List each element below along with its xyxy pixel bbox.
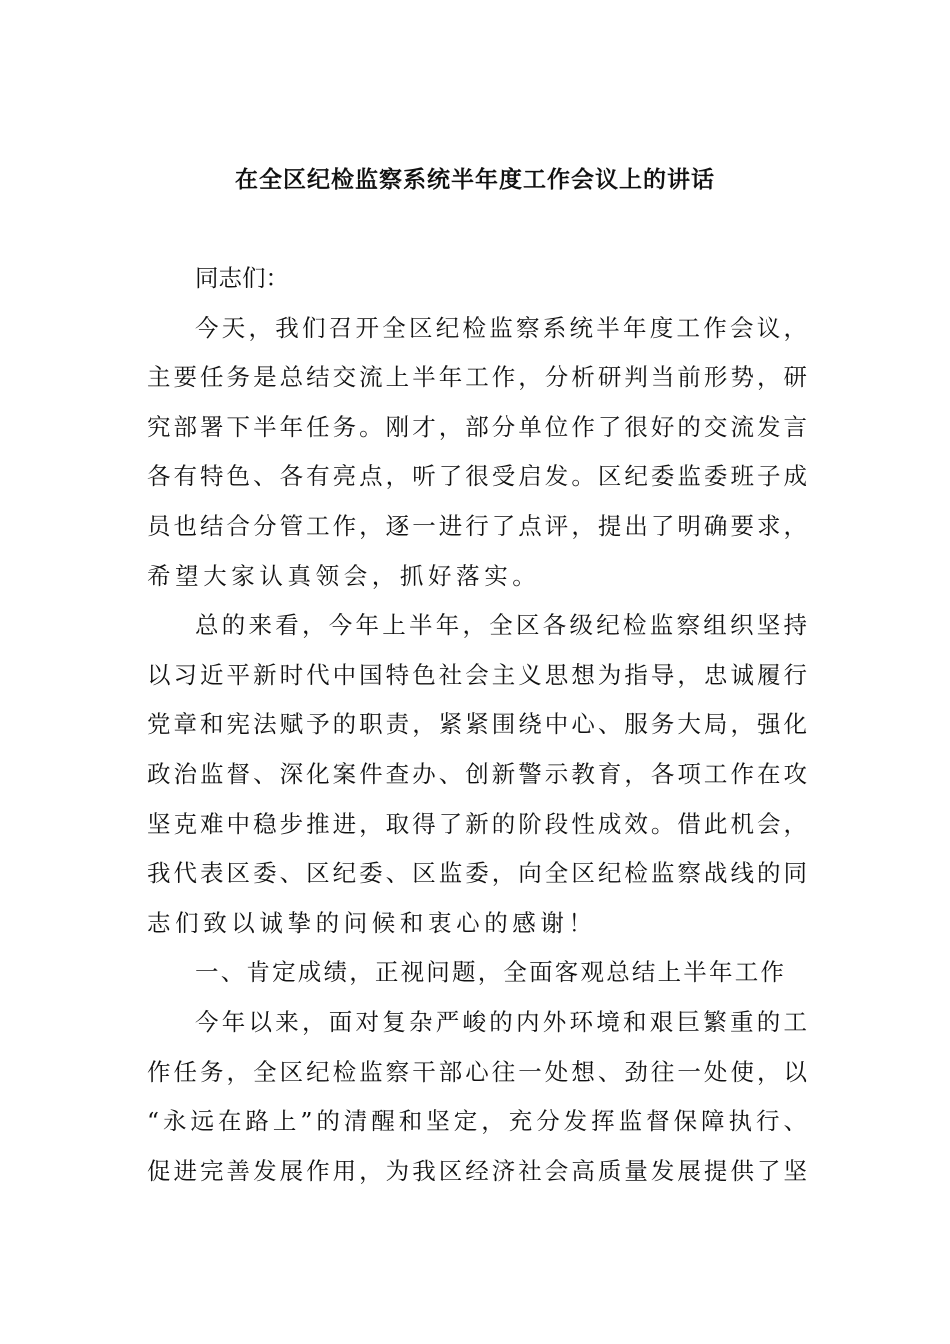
salutation: 同志们： [195, 264, 289, 292]
paragraph-line: 促进完善发展作用，为我区经济社会高质量发展提供了坚 [147, 1156, 807, 1185]
paragraph-line: 今天，我们召开全区纪检监察系统半年度工作会议， [195, 313, 807, 342]
paragraph-line: 我代表区委、区纪委、区监委，向全区纪检监察战线的同 [147, 859, 807, 888]
paragraph-line: 以习近平新时代中国特色社会主义思想为指导，忠诚履行 [147, 660, 807, 689]
paragraph-line: 今年以来，面对复杂严峻的内外环境和艰巨繁重的工 [195, 1007, 807, 1036]
paragraph-line: 总的来看，今年上半年，全区各级纪检监察组织坚持 [195, 611, 807, 640]
paragraph-line: 员也结合分管工作，逐一进行了点评，提出了明确要求， [147, 511, 807, 540]
paragraph-line: 党章和宪法赋予的职责，紧紧围绕中心、服务大局，强化 [147, 710, 807, 739]
paragraph-line: 作任务，全区纪检监察干部心往一处想、劲往一处使，以 [147, 1057, 807, 1086]
section-heading: 一、肯定成绩，正视问题，全面客观总结上半年工作 [195, 958, 787, 987]
paragraph-line: 志们致以诚挚的问候和衷心的感谢！ [147, 908, 597, 937]
paragraph-line: “永远在路上”的清醒和坚定，充分发挥监督保障执行、 [147, 1107, 807, 1136]
paragraph-line: 究部署下半年任务。刚才，部分单位作了很好的交流发言 [147, 412, 807, 441]
paragraph-line: 各有特色、各有亮点，听了很受启发。区纪委监委班子成 [147, 462, 807, 491]
paragraph-line: 坚克难中稳步推进，取得了新的阶段性成效。借此机会， [147, 809, 807, 838]
paragraph-line: 希望大家认真领会，抓好落实。 [147, 561, 541, 590]
document-body [147, 254, 807, 1196]
document-title: 在全区纪检监察系统半年度工作会议上的讲话 [235, 167, 715, 193]
paragraph-line: 主要任务是总结交流上半年工作，分析研判当前形势，研 [147, 363, 807, 392]
paragraph-line: 政治监督、深化案件查办、创新警示教育，各项工作在攻 [147, 759, 807, 788]
